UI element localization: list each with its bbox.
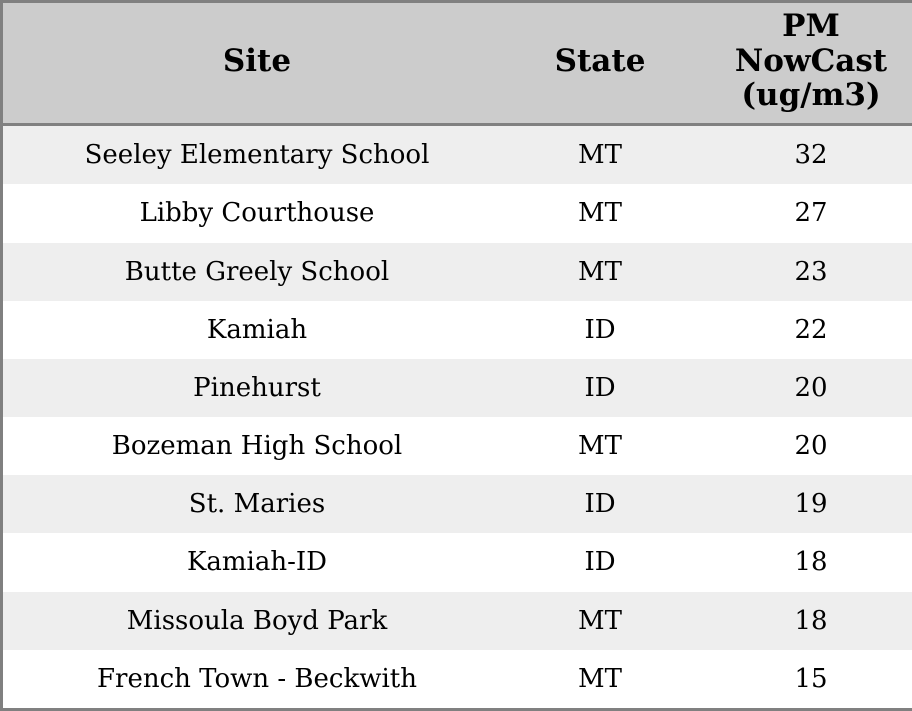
- cell-pm: 19: [689, 475, 912, 533]
- cell-state: ID: [511, 301, 689, 359]
- column-header-site: Site: [3, 3, 511, 125]
- table-row: [3, 184, 912, 242]
- cell-pm: 18: [689, 592, 912, 650]
- table-body: [3, 125, 912, 708]
- cell-pm: 27: [689, 184, 912, 242]
- cell-pm: 18: [689, 533, 912, 591]
- table-row: [3, 301, 912, 359]
- cell-pm: 32: [689, 125, 912, 185]
- cell-state: MT: [511, 417, 689, 475]
- cell-site: Butte Greely School: [3, 243, 511, 301]
- pm-nowcast-table: [3, 3, 912, 708]
- table-row: [3, 475, 912, 533]
- cell-state: MT: [511, 650, 689, 708]
- cell-pm: 20: [689, 417, 912, 475]
- cell-site: Kamiah: [3, 301, 511, 359]
- table-row: [3, 650, 912, 708]
- cell-state: MT: [511, 592, 689, 650]
- cell-pm: 20: [689, 359, 912, 417]
- cell-site: Missoula Boyd Park: [3, 592, 511, 650]
- cell-pm: 22: [689, 301, 912, 359]
- cell-state: ID: [511, 359, 689, 417]
- cell-site: Bozeman High School: [3, 417, 511, 475]
- cell-state: MT: [511, 243, 689, 301]
- column-header-state: State: [511, 3, 689, 125]
- cell-site: Seeley Elementary School: [3, 125, 511, 185]
- cell-state: ID: [511, 533, 689, 591]
- cell-site: French Town - Beckwith: [3, 650, 511, 708]
- table-header: [3, 3, 912, 125]
- table-row: [3, 592, 912, 650]
- cell-site: Kamiah-ID: [3, 533, 511, 591]
- cell-site: Libby Courthouse: [3, 184, 511, 242]
- cell-site: St. Maries: [3, 475, 511, 533]
- cell-pm: 23: [689, 243, 912, 301]
- table-header-row: [3, 3, 912, 125]
- cell-state: MT: [511, 184, 689, 242]
- column-header-pm-nowcast: [689, 3, 912, 125]
- column-header-pm-line2: NowCast: [734, 42, 888, 79]
- table-row: [3, 359, 912, 417]
- table-row: [3, 243, 912, 301]
- cell-site: Pinehurst: [3, 359, 511, 417]
- cell-pm: 15: [689, 650, 912, 708]
- table-row: [3, 417, 912, 475]
- table-row: [3, 125, 912, 185]
- cell-state: MT: [511, 125, 689, 185]
- cell-state: ID: [511, 475, 689, 533]
- column-header-pm-line3: (ug/m3): [741, 77, 881, 114]
- table-row: [3, 533, 912, 591]
- column-header-pm-line1: PM: [782, 8, 840, 44]
